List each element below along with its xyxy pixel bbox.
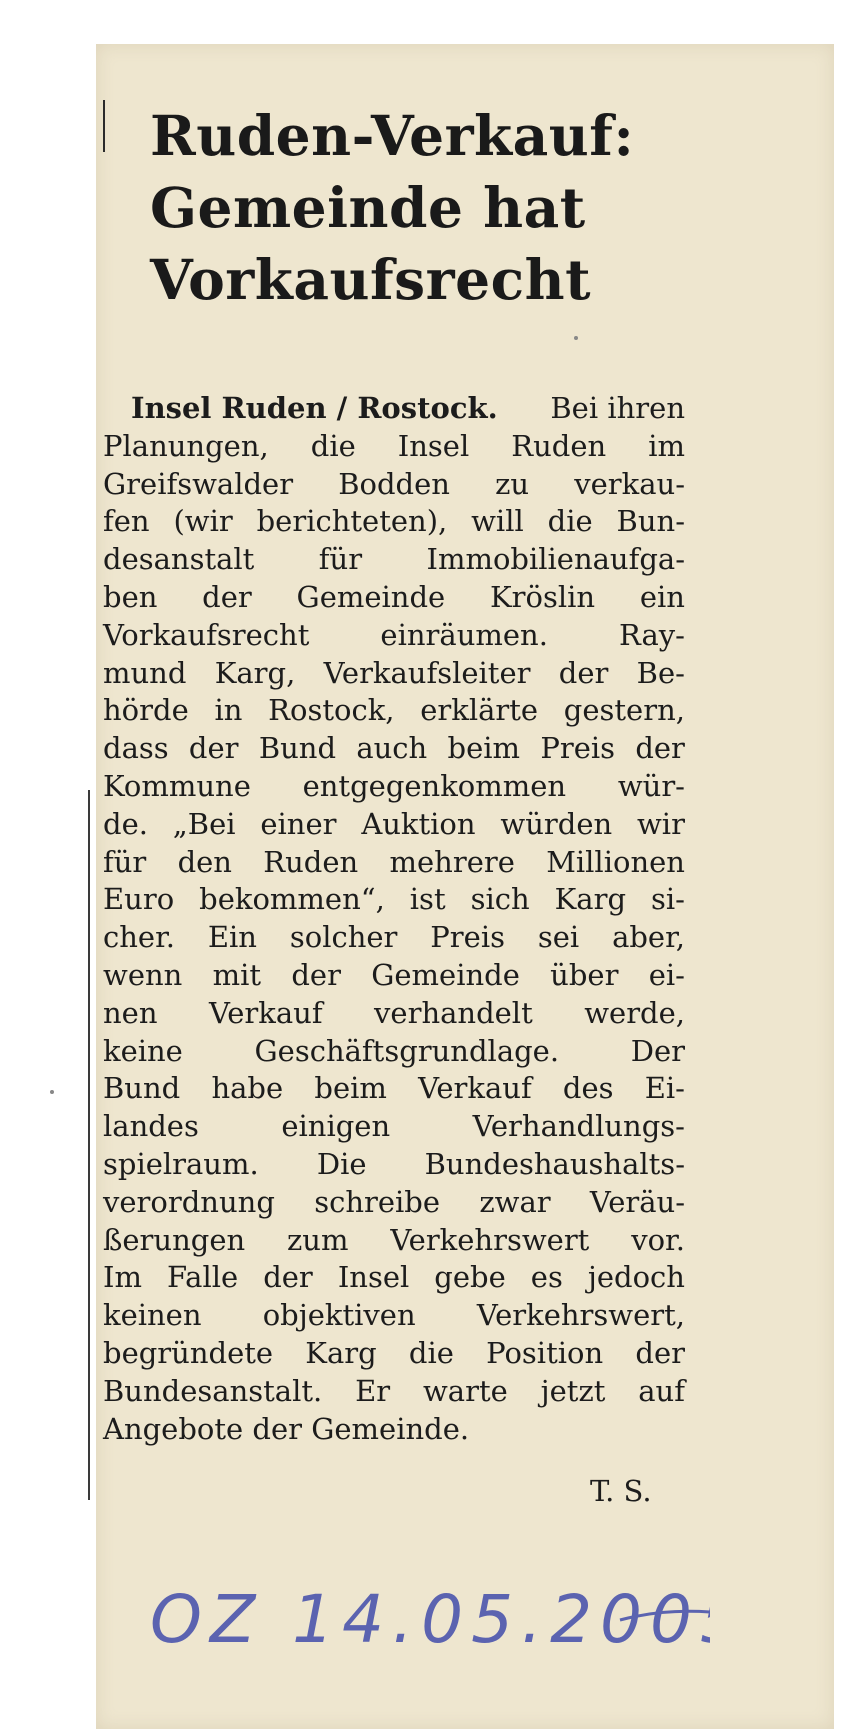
- article-word: der: [202, 579, 252, 614]
- article-word: de.: [103, 806, 148, 841]
- article-word: spielraum.: [103, 1146, 259, 1181]
- article-word: wir: [636, 806, 685, 841]
- article-word: Greifswalder: [103, 466, 294, 501]
- article-word: Rostock,: [268, 693, 395, 728]
- article-word: will: [471, 504, 524, 539]
- article-word: „Bei: [172, 806, 236, 841]
- article-word: Vorkaufsrecht: [103, 617, 310, 652]
- article-word: Ruden: [511, 428, 607, 463]
- article-word: wür-: [617, 768, 685, 803]
- article-word: keine: [103, 1033, 183, 1068]
- article-word: Verkauf: [208, 995, 323, 1030]
- article-word: zu: [495, 466, 530, 501]
- article-line: [103, 919, 685, 957]
- article-word: der: [558, 655, 609, 690]
- article-line: [103, 655, 685, 693]
- article-word: auch: [356, 731, 428, 766]
- article-word: verhandelt: [374, 995, 533, 1030]
- article-word: Kommune: [103, 768, 251, 803]
- article-word: der: [635, 1335, 685, 1370]
- article-word: Veräu-: [589, 1184, 685, 1219]
- article-word: Millionen: [546, 844, 685, 879]
- article-line: [103, 1222, 685, 1260]
- article-word: die: [408, 1335, 454, 1370]
- article-word: Preis: [540, 731, 616, 766]
- article-word: Bund: [258, 731, 337, 766]
- article-word: Kröslin: [489, 579, 596, 614]
- article-word: Ruden: [263, 844, 359, 879]
- article-word: Die: [316, 1146, 367, 1181]
- article-body: [103, 390, 685, 1448]
- article-word: Karg,: [214, 655, 296, 690]
- article-word: in: [214, 693, 243, 728]
- article-word: mehrere: [389, 844, 515, 879]
- article-word: Im: [103, 1260, 142, 1295]
- article-word: Verkehrswert,: [476, 1298, 685, 1333]
- article-word: (wir: [173, 504, 233, 539]
- article-line: [103, 390, 685, 428]
- article-word: Verkaufsleiter: [323, 655, 531, 690]
- article-word: gestern,: [563, 693, 685, 728]
- article-line: [103, 1033, 685, 1071]
- article-word: Auktion: [361, 806, 476, 841]
- article-line: [103, 466, 685, 504]
- article-word: Karg: [554, 882, 627, 917]
- article-line: [103, 844, 685, 882]
- article-word: Bun-: [616, 504, 685, 539]
- article-word: mund: [103, 655, 187, 690]
- article-word: erklärte: [420, 693, 539, 728]
- headline: [150, 100, 710, 316]
- article-line: [103, 617, 685, 655]
- article-word: der: [635, 731, 685, 766]
- column-rule-left: [88, 790, 90, 1500]
- article-line: [103, 428, 685, 466]
- article-word: Ray-: [619, 617, 685, 652]
- article-word: für: [318, 542, 363, 577]
- article-word: berichteten),: [256, 504, 448, 539]
- article-word: objektiven: [262, 1298, 416, 1333]
- article-word: zwar: [479, 1184, 551, 1219]
- article-word: der: [263, 1260, 313, 1295]
- article-line: [103, 957, 685, 995]
- article-word: Ei-: [644, 1071, 685, 1106]
- article-word: die: [310, 428, 356, 463]
- paper-speck: [50, 1090, 54, 1094]
- headline-line: Ruden-Verkauf:: [150, 103, 635, 168]
- article-word: mit: [212, 957, 262, 992]
- handwritten-date-annotation: [150, 1560, 710, 1670]
- article-word: Geschäftsgrundlage.: [254, 1033, 560, 1068]
- article-word: Bodden: [338, 466, 450, 501]
- article-word: einigen: [281, 1109, 391, 1144]
- lead-dateline: Insel Ruden / Rostock.: [131, 391, 498, 425]
- column-rule-top: [103, 100, 105, 152]
- article-line: [103, 1146, 685, 1184]
- article-word: sei: [537, 920, 580, 955]
- article-word: si-: [651, 882, 685, 917]
- article-word: aber,: [612, 920, 685, 955]
- article-line: [103, 692, 685, 730]
- article-word: der: [291, 957, 341, 992]
- article-word: vor.: [631, 1222, 685, 1257]
- article-line: [103, 806, 685, 844]
- article-word: Insel: [337, 1260, 410, 1295]
- article-line: [103, 1184, 685, 1222]
- article-word: jetzt: [540, 1373, 606, 1408]
- paper-speck: [574, 336, 578, 340]
- svg-text:OZ 14.05.2005: OZ 14.05.2005: [150, 1581, 710, 1658]
- article-word: für: [103, 844, 147, 879]
- article-word: Karg: [305, 1335, 377, 1370]
- article-word: Planungen,: [103, 428, 269, 463]
- article-word: zum: [287, 1222, 349, 1257]
- article-word: ei-: [648, 957, 685, 992]
- article-word: einer: [260, 806, 337, 841]
- article-line: [103, 579, 685, 617]
- article-word: beim: [314, 1071, 387, 1106]
- article-word: schreibe: [314, 1184, 441, 1219]
- article-word: Der: [630, 1033, 685, 1068]
- article-word: jedoch: [587, 1260, 685, 1295]
- article-line: [103, 1297, 685, 1335]
- article-word: des: [562, 1071, 614, 1106]
- article-word: gebe: [434, 1260, 506, 1295]
- article-line: [103, 1259, 685, 1297]
- article-word: die: [547, 504, 593, 539]
- article-word: Gemeinde: [371, 957, 520, 992]
- article-word: Gemeinde: [296, 579, 446, 614]
- article-line: [103, 541, 685, 579]
- article-word: Euro: [103, 882, 175, 917]
- article-word: den: [177, 844, 232, 879]
- article-word: Immobilienaufga-: [426, 542, 685, 577]
- article-word: entgegenkommen: [302, 768, 567, 803]
- article-word: Er: [355, 1373, 391, 1408]
- article-word: Ein: [207, 920, 257, 955]
- article-line: [103, 881, 685, 919]
- article-word: hörde: [103, 693, 189, 728]
- article-word: ßerungen: [103, 1222, 246, 1257]
- article-word: würden: [500, 806, 613, 841]
- headline-line: Vorkaufsrecht: [150, 247, 591, 312]
- article-word: fen: [103, 504, 150, 539]
- article-word: über: [550, 957, 619, 992]
- article-word: desanstalt: [103, 542, 255, 577]
- article-word: ist: [409, 882, 446, 917]
- article-word: Falle: [167, 1260, 239, 1295]
- article-line: [103, 995, 685, 1033]
- article-word: verordnung: [103, 1184, 275, 1219]
- article-line: [103, 1335, 685, 1373]
- article-word: dass: [103, 731, 169, 766]
- article-word: ben: [103, 579, 158, 614]
- article-word: Position: [486, 1335, 604, 1370]
- article-line: [103, 768, 685, 806]
- article-word: warte: [422, 1373, 508, 1408]
- article-word: solcher: [289, 920, 398, 955]
- article-word: begründete: [103, 1335, 274, 1370]
- article-word: Bundeshaushalts-: [424, 1146, 685, 1181]
- article-word: Verkauf: [418, 1071, 532, 1106]
- article-word: beim: [447, 731, 521, 766]
- article-word: einräumen.: [380, 617, 548, 652]
- article-word: Bund: [103, 1071, 181, 1106]
- article-word: habe: [211, 1071, 284, 1106]
- article-line: [103, 1373, 685, 1411]
- article-word: wenn: [103, 957, 183, 992]
- article-word: Bundesanstalt.: [103, 1373, 323, 1408]
- article-word: der: [188, 731, 239, 766]
- article-word: bekommen“,: [199, 882, 385, 917]
- article-line: [103, 730, 685, 768]
- article-word: sich: [470, 882, 530, 917]
- article-word: auf: [638, 1373, 685, 1408]
- article-line: [103, 1411, 685, 1449]
- article-line: [103, 1070, 685, 1108]
- article-line: [103, 1108, 685, 1146]
- article-word: Preis: [430, 920, 505, 955]
- article-word: verkau-: [574, 466, 685, 501]
- article-line: [103, 503, 685, 541]
- article-word: es: [530, 1260, 563, 1295]
- article-line-text: Angebote der Gemeinde.: [103, 1411, 470, 1446]
- article-word: landes: [103, 1109, 199, 1144]
- article-word: ein: [639, 579, 685, 614]
- article-word: nen: [103, 995, 158, 1030]
- article-word: Be-: [636, 655, 685, 690]
- article-word: cher.: [103, 920, 175, 955]
- headline-line: Gemeinde hat: [150, 175, 586, 240]
- author-signature: T. S.: [590, 1474, 652, 1508]
- article-word: Insel: [397, 428, 470, 463]
- article-word: Verhandlungs-: [472, 1109, 685, 1144]
- article-word: Verkehrswert: [390, 1222, 590, 1257]
- article-word: werde,: [584, 995, 685, 1030]
- article-line-text: Bei ihren: [550, 391, 685, 425]
- article-word: keinen: [103, 1298, 202, 1333]
- article-word: im: [648, 428, 685, 463]
